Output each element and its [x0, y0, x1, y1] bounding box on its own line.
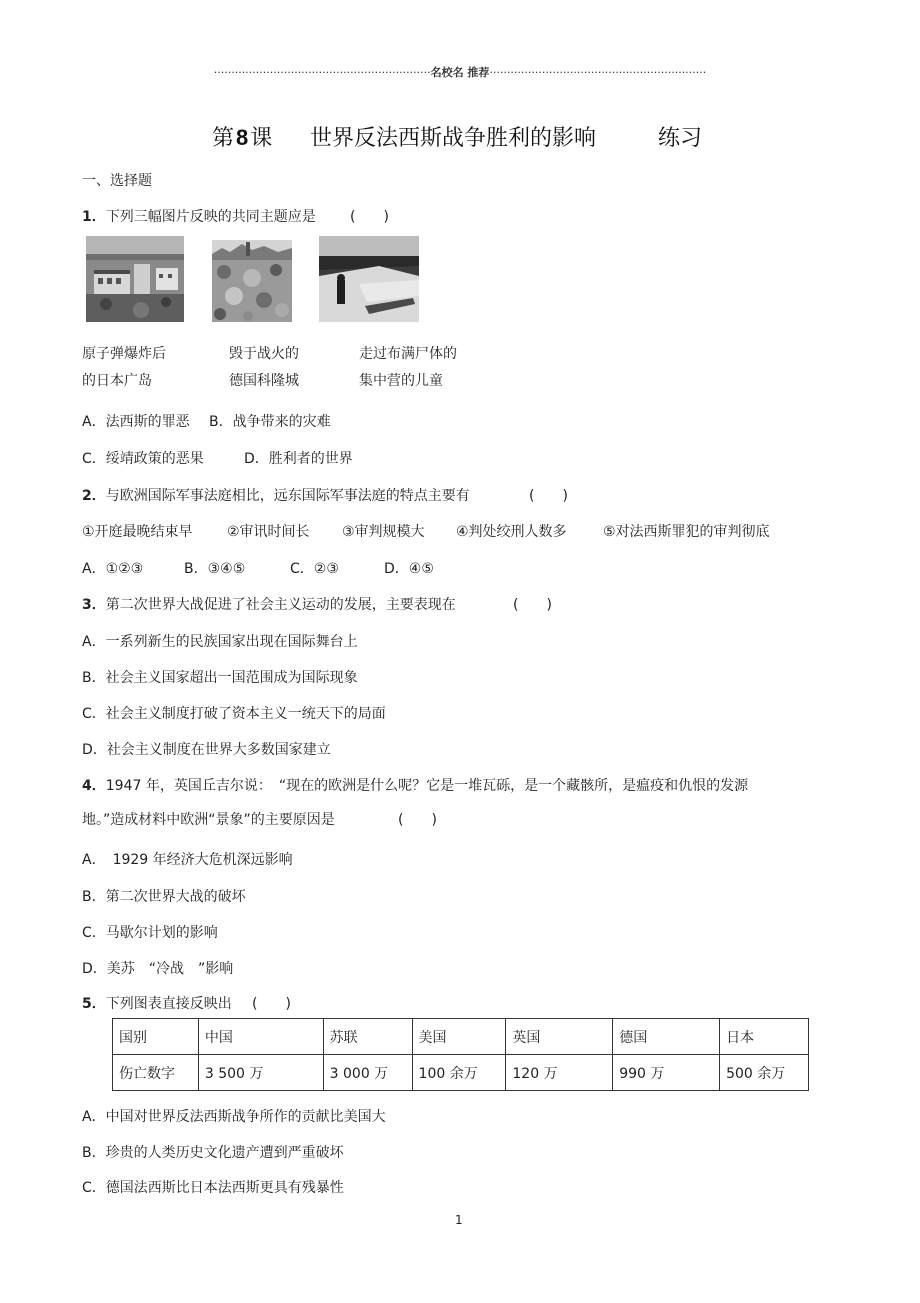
table-header-cell: 德国	[613, 1019, 720, 1055]
table-header-cell: 中国	[198, 1019, 323, 1055]
header-dots-right: ······························································	[489, 66, 707, 79]
table-cell: 500 余万	[720, 1055, 809, 1091]
q2-item-2: ②审讯时间长	[227, 524, 310, 540]
q2-item-4: ④判处绞刑人数多	[456, 524, 567, 540]
table-cell: 990 万	[613, 1055, 720, 1091]
hiroshima-photo	[86, 236, 184, 322]
caption-camp-line1: 走过布满尸体的	[359, 346, 457, 362]
question-4-line1	[82, 775, 748, 795]
caption-hiroshima-line1: 原子弹爆炸后	[82, 346, 166, 362]
title-suffix: 练习	[658, 126, 703, 151]
q2-item-5: ⑤对法西斯罪犯的审判彻底	[603, 524, 770, 540]
camp-child-photo	[319, 236, 419, 322]
caption-cologne-line1: 毁于战火的	[229, 346, 299, 362]
q2-answer-paren: ( )	[529, 488, 568, 504]
table-cell: 100 余万	[412, 1055, 506, 1091]
q1-stem: 下列三幅图片反映的共同主题应是	[105, 209, 316, 225]
caption-hiroshima-line2: 的日本广岛	[82, 373, 152, 389]
header-dots-left: ······························································	[213, 66, 431, 79]
table-header-cell: 国别	[113, 1019, 199, 1055]
q5-option-a: A．中国对世界反法西斯战争所作的贡献比美国大	[82, 1109, 386, 1125]
q1-answer-paren: ( )	[350, 209, 389, 225]
q2-option-a: A．①②③	[82, 561, 144, 577]
table-cell: 伤亡数字	[113, 1055, 199, 1091]
title-part1: 第	[212, 126, 235, 151]
table-header-cell: 英国	[506, 1019, 613, 1055]
question-1	[82, 206, 316, 226]
q4-option-b: B．第二次世界大战的破坏	[82, 889, 246, 905]
q4-text-line1: 1947 年，英国丘吉尔说： “现在的欧洲是什么呢？它是一堆瓦砾，是一个藏骸所，是瘟疫和仇恨的发源	[105, 778, 749, 794]
q3-option-c: C．社会主义制度打破了资本主义一统天下的局面	[82, 706, 386, 722]
section-heading: 一、选择题	[82, 173, 152, 189]
q5-answer-paren: ( )	[252, 996, 291, 1012]
q3-answer-paren: ( )	[513, 597, 552, 613]
title-number: 8	[236, 125, 249, 150]
q3-stem: 第二次世界大战促进了社会主义运动的发展，主要表现在	[105, 597, 456, 613]
table-header-cell: 美国	[412, 1019, 506, 1055]
q2-item-3: ③审判规模大	[342, 524, 425, 540]
q3-option-b: B．社会主义国家超出一国范围成为国际现象	[82, 670, 358, 686]
table-header-cell: 日本	[720, 1019, 809, 1055]
q5-option-c: C．德国法西斯比日本法西斯更具有残暴性	[82, 1180, 344, 1196]
q5-number: 5．	[82, 996, 106, 1012]
q1-option-b: B．战争带来的灾难	[209, 414, 331, 430]
page-header	[0, 64, 920, 80]
q2-item-1: ①开庭最晚结束早	[82, 524, 193, 540]
caption-cologne-line2: 德国科隆城	[229, 373, 299, 389]
q2-option-b: B．③④⑤	[184, 561, 246, 577]
q2-option-c: C．②③	[290, 561, 339, 577]
table-header-row	[113, 1019, 809, 1055]
question-5	[82, 993, 232, 1013]
q1-option-c: C．绥靖政策的恶果	[82, 451, 204, 467]
question-2	[82, 485, 470, 505]
title-main: 世界反法西斯战争胜利的影响	[310, 126, 597, 151]
page-title	[212, 121, 272, 152]
caption-camp-line2: 集中营的儿童	[359, 373, 443, 389]
question-3	[82, 594, 456, 614]
q4-option-d: D．美苏 “冷战 ”影响	[82, 961, 234, 977]
q2-number: 2．	[82, 488, 106, 504]
q3-option-a: A．一系列新生的民族国家出现在国际舞台上	[82, 634, 358, 650]
q4-answer-paren: ( )	[398, 812, 437, 828]
title-part2: 课	[250, 126, 273, 151]
table-cell: 120 万	[506, 1055, 613, 1091]
table-header-cell: 苏联	[323, 1019, 412, 1055]
q1-number: 1．	[82, 209, 106, 225]
cologne-photo	[212, 240, 292, 322]
table-row	[113, 1055, 809, 1091]
q4-option-a: A． 1929 年经济大危机深远影响	[82, 852, 293, 868]
q1-option-a: A．法西斯的罪恶	[82, 414, 190, 430]
page-number: 1	[455, 1213, 463, 1227]
q5-stem: 下列图表直接反映出	[105, 996, 232, 1012]
q5-option-b: B．珍贵的人类历史文化遗产遭到严重破坏	[82, 1145, 344, 1161]
table-cell: 3 500 万	[198, 1055, 323, 1091]
header-text: 名校名 推荐	[430, 66, 490, 79]
q2-option-d: D．④⑤	[384, 561, 434, 577]
q4-option-c: C．马歇尔计划的影响	[82, 925, 218, 941]
q4-number: 4．	[82, 778, 106, 794]
q3-option-d: D．社会主义制度在世界大多数国家建立	[82, 742, 331, 758]
table-cell: 3 000 万	[323, 1055, 412, 1091]
q3-number: 3．	[82, 597, 106, 613]
q1-option-d: D．胜利者的世界	[244, 451, 353, 467]
q2-stem: 与欧洲国际军事法庭相比，远东国际军事法庭的特点主要有	[105, 488, 470, 504]
q4-text-line2: 地。”造成材料中欧洲“景象”的主要原因是	[82, 812, 335, 828]
casualty-table	[112, 1018, 809, 1091]
